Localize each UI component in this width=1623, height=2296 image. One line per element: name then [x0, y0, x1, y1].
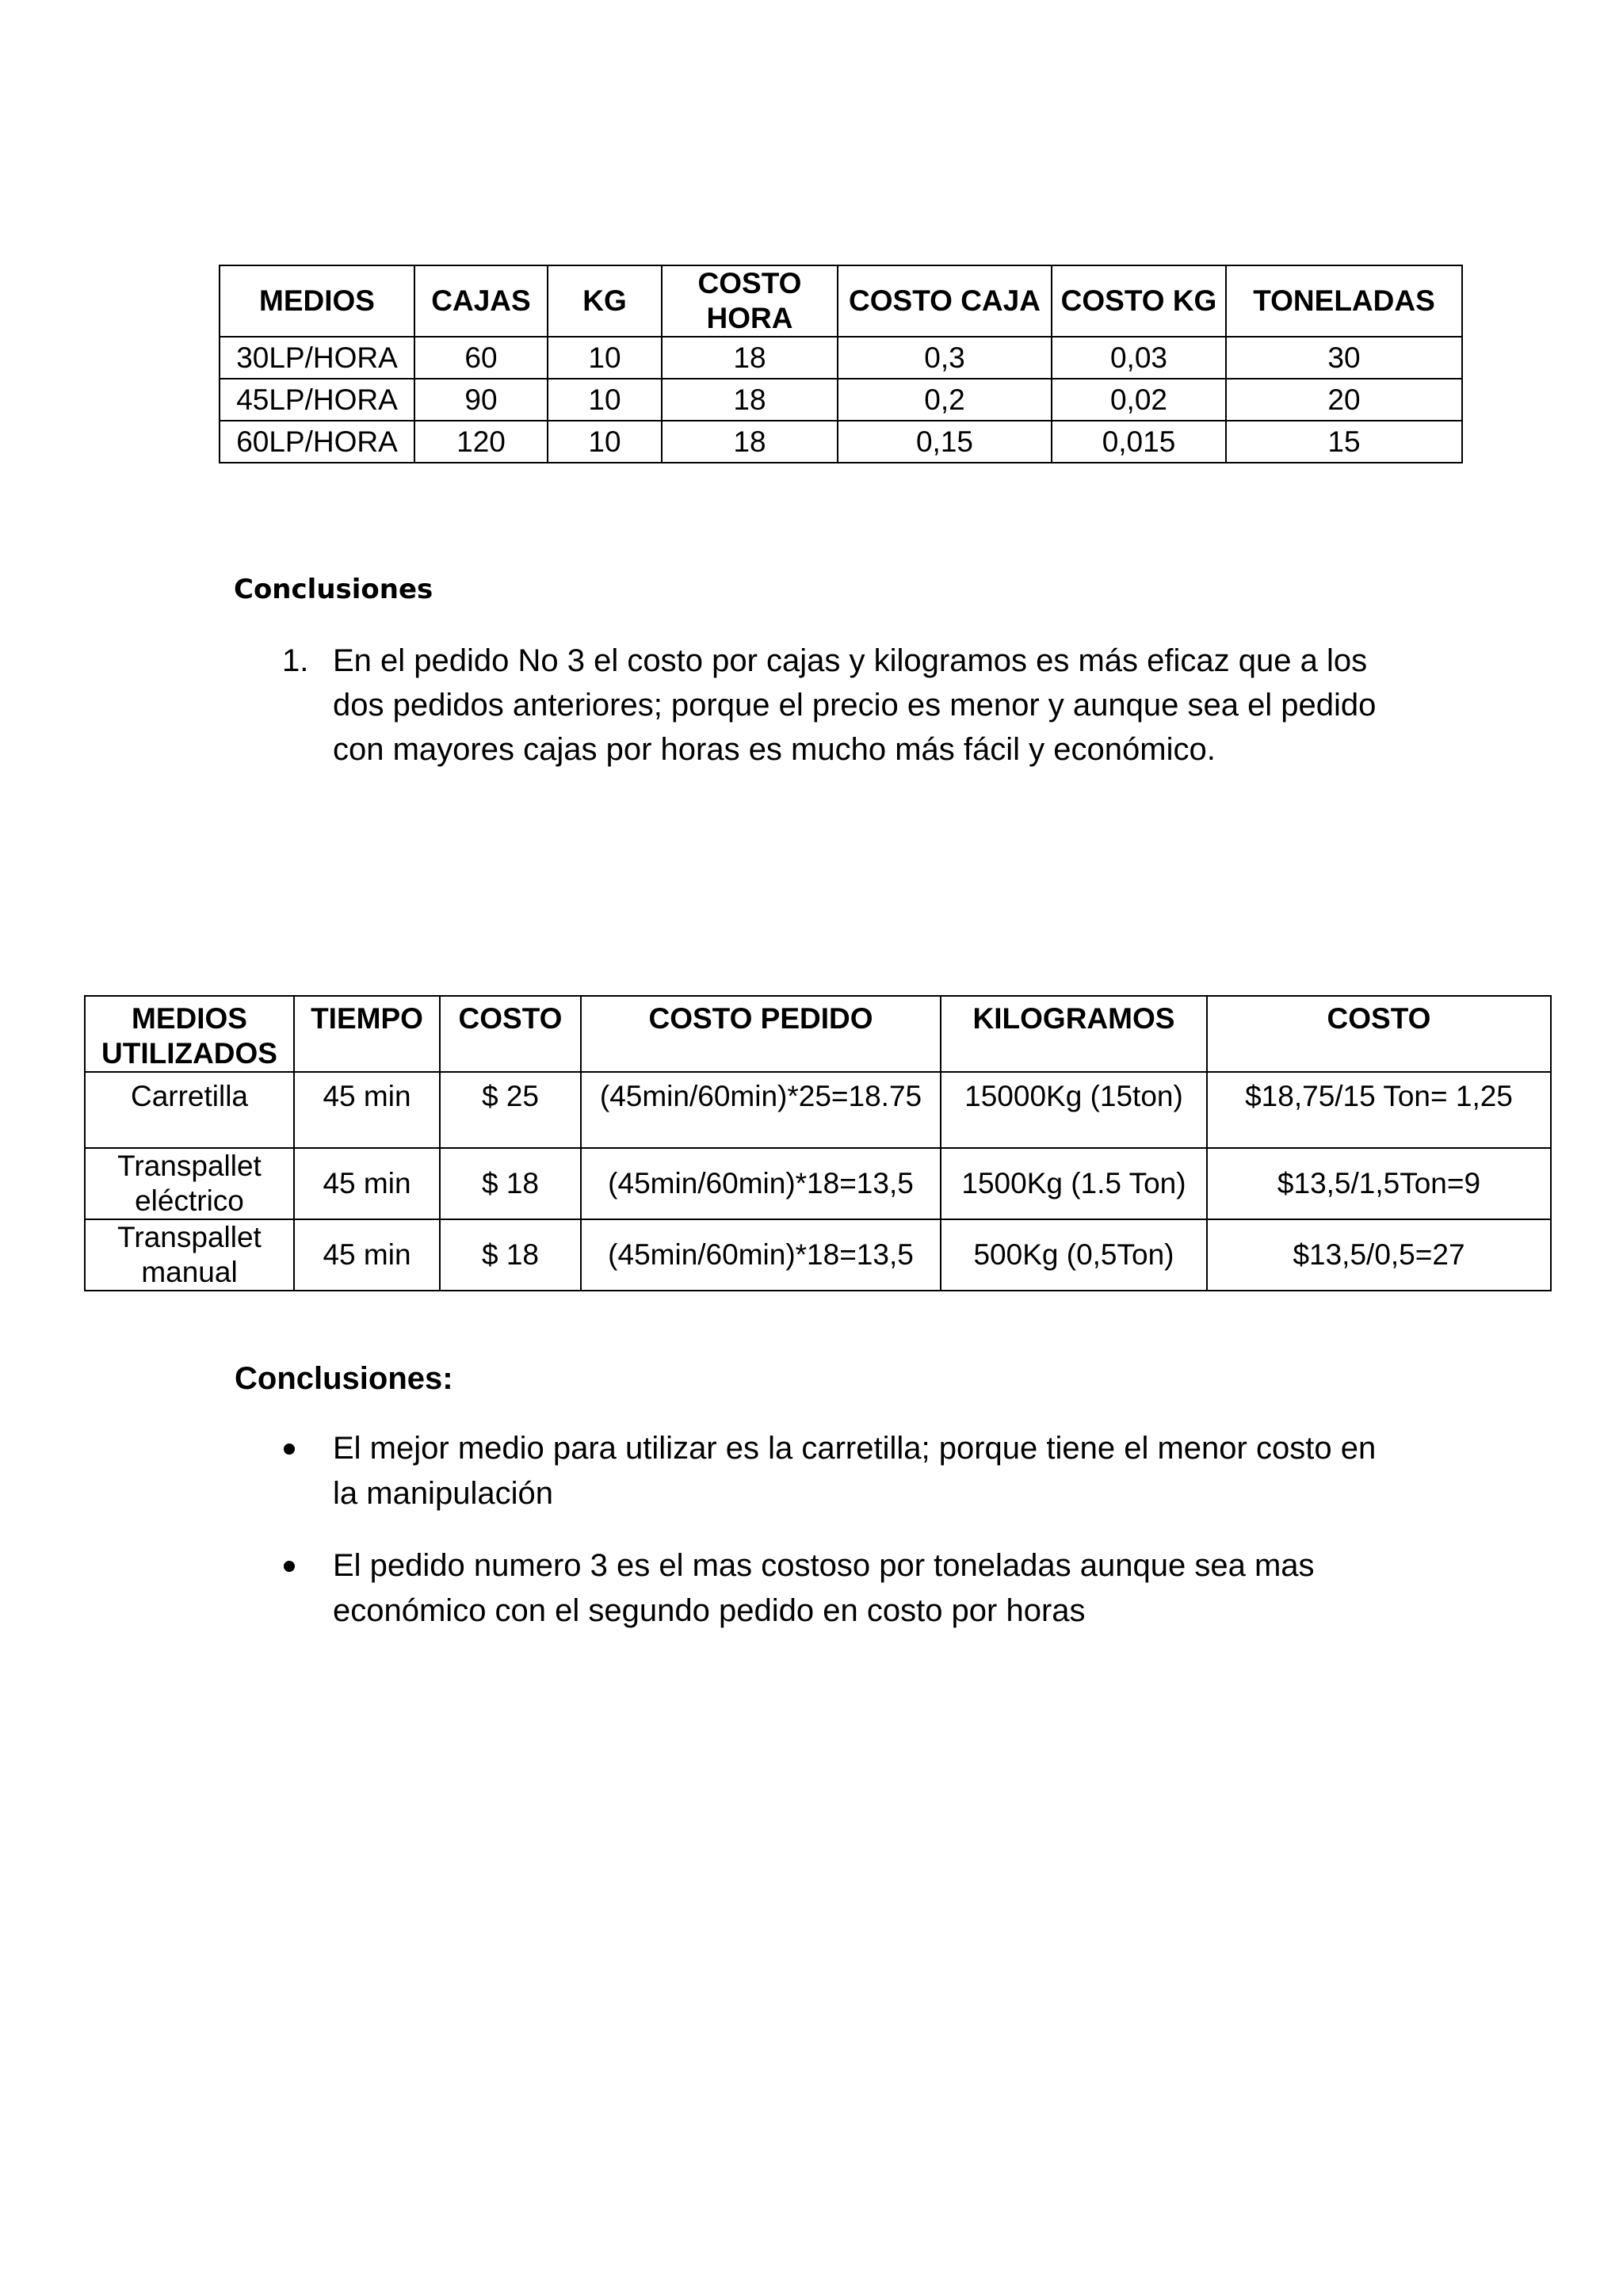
- list-item: [282, 1426, 1392, 1516]
- table-cell: 30LP/HORA: [220, 337, 414, 379]
- header-cell: COSTO HORA: [662, 265, 838, 337]
- table-cell: 0,015: [1052, 421, 1226, 463]
- bullet-icon: [284, 1561, 295, 1572]
- table-cell: (45min/60min)*18=13,5: [581, 1219, 941, 1291]
- header-cell: CAJAS: [414, 265, 548, 337]
- table-row: [85, 1219, 1551, 1291]
- table-cell: 18: [662, 379, 838, 421]
- table-cell: 15000Kg (15ton): [941, 1072, 1207, 1148]
- table-cell: 45 min: [294, 1072, 440, 1148]
- table-cell: 10: [548, 421, 662, 463]
- header-cell: COSTO: [1207, 996, 1551, 1072]
- header-cell: KG: [548, 265, 662, 337]
- table-row: [85, 1072, 1551, 1148]
- header-cell: MEDIOS UTILIZADOS: [85, 996, 294, 1072]
- table-cell: $18,75/15 Ton= 1,25: [1207, 1072, 1551, 1148]
- table-cell: 45 min: [294, 1219, 440, 1291]
- table-cell: 60LP/HORA: [220, 421, 414, 463]
- conclusions-heading-2: Conclusiones:: [235, 1361, 453, 1396]
- table-row: [220, 379, 1462, 421]
- cost-table-medios: [219, 265, 1463, 463]
- table-cell: (45min/60min)*18=13,5: [581, 1148, 941, 1219]
- table-row: [220, 337, 1462, 379]
- table-cell: Transpallet eléctrico: [85, 1148, 294, 1219]
- table-cell: $ 25: [440, 1072, 581, 1148]
- table-cell: 30: [1226, 337, 1462, 379]
- header-cell: COSTO CAJA: [838, 265, 1052, 337]
- table-cell: 18: [662, 337, 838, 379]
- table-cell: 120: [414, 421, 548, 463]
- table-cell: 500Kg (0,5Ton): [941, 1219, 1207, 1291]
- header-cell: KILOGRAMOS: [941, 996, 1207, 1072]
- conclusions-heading-1: Conclusiones: [234, 574, 433, 605]
- table-cell: 0,15: [838, 421, 1052, 463]
- table-cell: (45min/60min)*25=18.75: [581, 1072, 941, 1148]
- table-row: [220, 421, 1462, 463]
- table-cell: $13,5/0,5=27: [1207, 1219, 1551, 1291]
- table-cell: Transpallet manual: [85, 1219, 294, 1291]
- table-header-row: [220, 265, 1462, 337]
- table-cell: 10: [548, 379, 662, 421]
- table-cell: 1500Kg (1.5 Ton): [941, 1148, 1207, 1219]
- table-cell: 90: [414, 379, 548, 421]
- table-cell: 45 min: [294, 1148, 440, 1219]
- list-item: [282, 1543, 1392, 1634]
- list-item-text: El pedido numero 3 es el mas costoso por toneladas aunque sea mas económico con el segundo pedido en costo por horas: [333, 1548, 1315, 1628]
- numbered-conclusion-list: [282, 639, 1392, 772]
- table-cell: 0,03: [1052, 337, 1226, 379]
- table-cell: 0,3: [838, 337, 1052, 379]
- table-cell: $13,5/1,5Ton=9: [1207, 1148, 1551, 1219]
- table-cell: Carretilla: [85, 1072, 294, 1148]
- table-header-row: [85, 996, 1551, 1072]
- list-item-text: El mejor medio para utilizar es la carretilla; porque tiene el menor costo en la manipulación: [333, 1431, 1377, 1511]
- table-cell: 45LP/HORA: [220, 379, 414, 421]
- header-cell: TONELADAS: [1226, 265, 1462, 337]
- header-cell: COSTO: [440, 996, 581, 1072]
- list-item-text: En el pedido No 3 el costo por cajas y kilogramos es más eficaz que a los dos pedidos anteriores; porque el precio es menor y aunque sea el pedido con mayores cajas por horas es mucho más fácil y económico.: [333, 643, 1377, 767]
- table-cell: 60: [414, 337, 548, 379]
- header-cell: TIEMPO: [294, 996, 440, 1072]
- table-cell: 0,02: [1052, 379, 1226, 421]
- table-cell: 10: [548, 337, 662, 379]
- table-cell: 0,2: [838, 379, 1052, 421]
- header-cell: COSTO PEDIDO: [581, 996, 941, 1072]
- bullet-conclusion-list: [282, 1426, 1392, 1661]
- header-cell: COSTO KG: [1052, 265, 1226, 337]
- table-cell: 20: [1226, 379, 1462, 421]
- header-cell: MEDIOS: [220, 265, 414, 337]
- table-cell: $ 18: [440, 1219, 581, 1291]
- table-cell: 15: [1226, 421, 1462, 463]
- bullet-icon: [284, 1444, 295, 1455]
- table-cell: 18: [662, 421, 838, 463]
- list-number: 1.: [282, 643, 309, 678]
- table-cell: $ 18: [440, 1148, 581, 1219]
- table-row: [85, 1148, 1551, 1219]
- list-item: [282, 639, 1392, 772]
- cost-table-medios-utilizados: [84, 995, 1552, 1291]
